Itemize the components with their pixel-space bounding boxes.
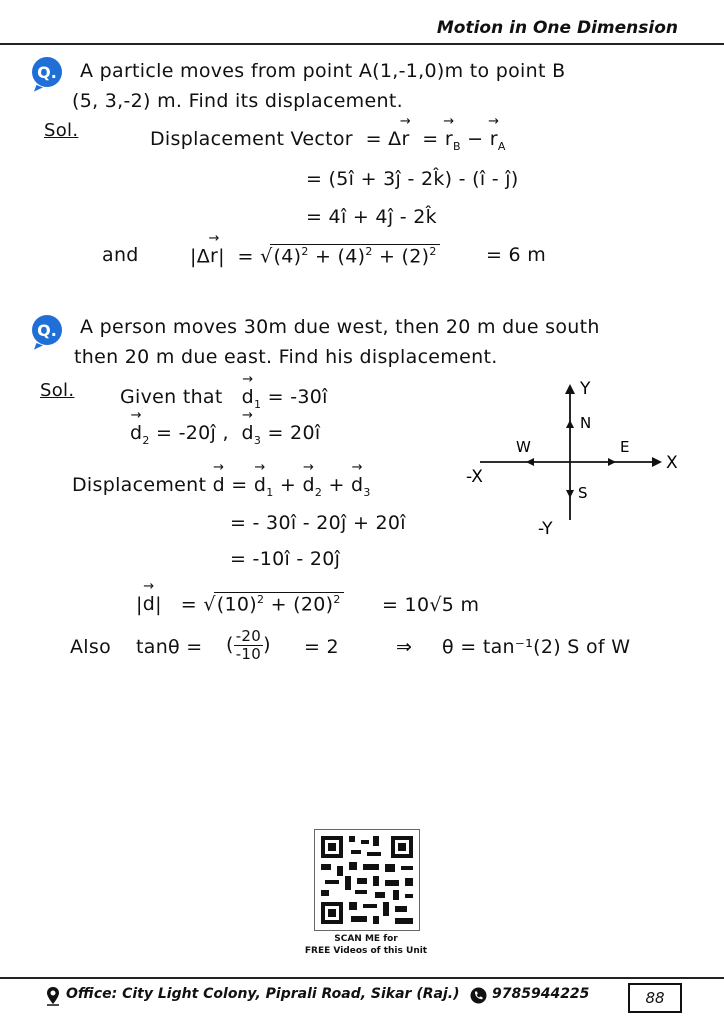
- qr-code[interactable]: [314, 829, 420, 931]
- axis-label-y: Y: [580, 379, 591, 399]
- q1-eq1: Displacement Vector = Δ→ r = → $r_B$ − → $r_A$: [150, 128, 506, 153]
- q2-text-line2: then 20 m due east. Find his displacement.: [74, 346, 498, 368]
- q2-displacement-eq: Displacement → d = → $d_1$ + → $d_2$ + → $d_3$: [72, 474, 371, 499]
- location-pin-icon: [46, 986, 60, 1006]
- axis-label-x: X: [666, 453, 678, 473]
- q2-d2-value: = -20ĵ ,: [156, 422, 229, 444]
- q2-d1-value: = -30î: [267, 386, 328, 408]
- header-divider: [0, 43, 724, 45]
- q2-solution-label: Sol.: [40, 380, 75, 401]
- q1-text-line2: (5, 3,-2) m. Find its displacement.: [72, 90, 403, 112]
- direction-label-w: W: [516, 438, 531, 456]
- q2-text-line1: A person moves 30m due west, then 20 m due south: [80, 316, 600, 338]
- q2-tan-lhs: tanθ =: [136, 636, 203, 658]
- q1-magnitude-eq: $|\Delta\to r| = √(4)^2 + (4)^2 + (2)^2$: [190, 244, 440, 267]
- q1-solution-label: Sol.: [44, 120, 79, 141]
- q2-step1: = - 30î - 20ĵ + 20î: [230, 512, 406, 534]
- q2-d3-value: = 20î: [267, 422, 321, 444]
- q1-and-label: and: [102, 244, 139, 266]
- phone-icon: [470, 987, 487, 1004]
- question-badge-2: Q.: [32, 315, 62, 345]
- footer-phone-number: 9785944225: [492, 986, 590, 1002]
- question-badge-1: Q.: [32, 57, 62, 87]
- q2-given-d2-d3: → $d_2$ = -20ĵ , → $d_3$ = 20î: [130, 422, 320, 447]
- qr-caption-line1: SCAN ME for: [334, 934, 398, 944]
- q2-frac-denominator: -10: [235, 644, 262, 663]
- q2-displacement-label: Displacement: [72, 474, 207, 496]
- page-header-title: Motion in One Dimension: [436, 18, 678, 38]
- q2-frac-numerator: -20: [235, 627, 262, 645]
- qr-caption-line2: FREE Videos of this Unit: [304, 946, 428, 956]
- q2-given-label: Given that: [120, 386, 223, 408]
- direction-axes-diagram: [460, 370, 700, 540]
- q1-eq1-lhs: Displacement Vector: [150, 128, 353, 150]
- q1-text-line1: A particle moves from point A(1,-1,0)m to point B: [80, 60, 566, 82]
- direction-label-e: E: [620, 438, 630, 456]
- q1-eq3: = 4î + 4ĵ - 2k̂: [306, 206, 437, 228]
- qr-caption: [300, 933, 432, 957]
- footer-office-address: Office: City Light Colony, Piprali Road, Sikar (Raj.): [66, 986, 460, 1002]
- q2-step2: = -10î - 20ĵ: [230, 548, 341, 570]
- axis-label-neg-y: -Y: [538, 519, 553, 539]
- q2-implies: ⇒: [396, 636, 413, 658]
- direction-label-s: S: [578, 484, 588, 502]
- q2-magnitude-result: = 10√5 m: [382, 594, 480, 616]
- q1-eq2: = (5î + 3ĵ - 2k̂) - (î - ĵ): [306, 168, 519, 190]
- q2-theta-result: θ = tan⁻¹(2) S of W: [442, 636, 631, 658]
- q2-magnitude-eq: |→ $d| = √(10)^2 + (20)^2$: [136, 592, 344, 615]
- q2-tan-value: = 2: [304, 636, 339, 658]
- q2-tan-fraction: ( $\frac{-20}{-10}$ ): [226, 627, 271, 663]
- q1-magnitude-result: = 6 m: [486, 244, 547, 266]
- axis-label-neg-x: -X: [466, 467, 483, 487]
- page-number: 88: [628, 983, 682, 1013]
- qr-code-pattern: [315, 830, 419, 930]
- q2-given-d1: Given that → $d_1$ = -30î: [120, 386, 328, 411]
- footer-divider: [0, 977, 724, 979]
- q2-also-label: Also: [70, 636, 111, 658]
- direction-label-n: N: [580, 414, 592, 432]
